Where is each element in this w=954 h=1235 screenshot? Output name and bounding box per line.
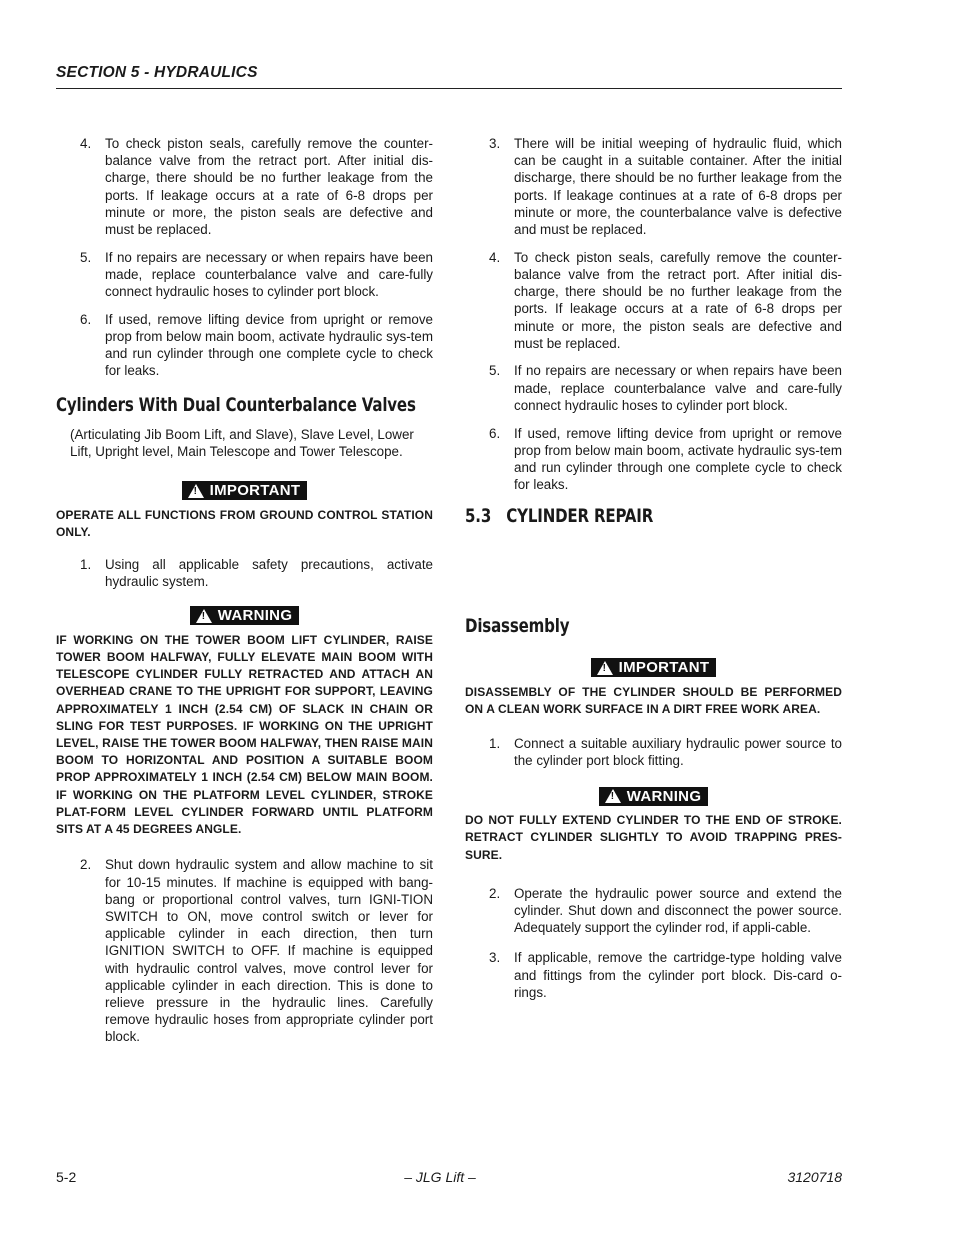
- list-item: 1. Connect a suitable auxiliary hydraulic power source to the cylinder port block fitting.: [489, 736, 842, 769]
- dual-counterbalance-intro: (Articulating Jib Boom Lift, and Slave), Slave Level, Lower Lift, Upright level, Main Telescope and Tower Telescope.: [70, 426, 414, 459]
- footer-page-number: 5-2: [56, 1169, 77, 1185]
- right-column: [465, 135, 842, 1012]
- warning-text: DO NOT FULLY EXTEND CYLINDER TO THE END OF STROKE. RETRACT CYLINDER SLIGHTLY TO AVOID TRAPPING PRES-SURE.: [465, 813, 842, 862]
- disassembly-heading: Disassembly: [465, 615, 570, 638]
- important-badge-wrap: [56, 481, 433, 503]
- important-text: DISASSEMBLY OF THE CYLINDER SHOULD BE PERFORMED ON A CLEAN WORK SURFACE IN A DIRT FREE WORK AREA.: [465, 684, 842, 717]
- right-steps-bottom: [465, 885, 842, 1001]
- list-item: 6. If used, remove lifting device from upright or remove prop from below main boom, activate hydraulic sys-tem and run cylinder through one complete cycle to check for leaks.: [80, 311, 433, 379]
- right-steps-top: [465, 135, 842, 493]
- footer-center: – JLG Lift –: [404, 1169, 476, 1185]
- list-item: 1. Using all applicable safety precautions, activate hydraulic system.: [80, 556, 433, 590]
- list-item: 2. Operate the hydraulic power source and extend the cylinder. Shut down and disconnect the power source. Adequately support the cylinder rod, if appli-cable.: [489, 885, 842, 936]
- cylinder-repair-heading: 5.3 CYLINDER REPAIR: [465, 505, 654, 528]
- list-item: 2. Shut down hydraulic system and allow machine to sit for 10-15 minutes. If machine is equipped with bang-bang or proportional control valves, turn IGNI-TION SWITCH to ON, move control switch or lever for applicable cylinder in each direction, then turn IGNITION SWITCH to OFF. If machine is equipped with hydraulic control valves, move control lever for applicable cylinder in each direction. This is done to relieve pressure in the hydraulic lines. Carefully remove hydraulic hoses from appropriate cylinder port block.: [80, 857, 433, 1045]
- important-text: OPERATE ALL FUNCTIONS FROM GROUND CONTROL STATION ONLY.: [56, 507, 433, 539]
- important-badge: ! IMPORTANT: [591, 658, 717, 677]
- list-item: 3. There will be initial weeping of hydraulic fluid, which can be caught in a suitable container. After the initial discharge, there should be no further leakage from the ports. If leakage continues at a rate of 6-8 drops per minute or more, the counterbalance valve is defective and must be replaced.: [489, 136, 842, 238]
- warning-triangle-icon: [188, 484, 204, 498]
- list-item: 4. To check piston seals, carefully remove the counter-balance valve from the retract port. After initial dis-charge, there should be no further leakage from the ports. If leakage occurs at a rate of 6-8 drops per minute or more, the piston seals are defective and must be replaced.: [489, 249, 842, 351]
- important-badge: ! IMPORTANT: [182, 481, 308, 500]
- warning-triangle-icon: [196, 609, 212, 623]
- warning-badge-wrap: [465, 787, 842, 809]
- list-item: 6. If used, remove lifting device from upright or remove prop from below main boom, activate hydraulic sys-tem and run cylinder through one complete cycle to check for leaks.: [489, 425, 842, 493]
- left-steps-top: [56, 135, 433, 380]
- warning-badge-wrap: [56, 606, 433, 628]
- list-item: 4. To check piston seals, carefully remove the counter-balance valve from the retract port. After initial dis-charge, there should be no further leakage from the ports. If leakage occurs at a rate of 6-8 drops per minute or more, the piston seals are defective and must be replaced.: [80, 136, 433, 238]
- warning-badge: ! WARNING: [599, 787, 709, 806]
- section-header: SECTION 5 - HYDRAULICS: [56, 64, 842, 89]
- warning-triangle-icon: [597, 661, 613, 675]
- list-item: 5. If no repairs are necessary or when repairs have been made, replace counterbalance valve and care-fully connect hydraulic hoses to cylinder port block.: [80, 249, 433, 300]
- warning-triangle-icon: [605, 789, 621, 803]
- left-column: [56, 135, 433, 1056]
- dual-counterbalance-heading: Cylinders With Dual Counterbalance Valves: [56, 393, 416, 416]
- important-badge-wrap: [465, 658, 842, 680]
- warning-badge: ! WARNING: [190, 606, 300, 625]
- footer-doc-number: 3120718: [787, 1169, 842, 1185]
- list-item: 3. If applicable, remove the cartridge-type holding valve and fittings from the cylinder port block. Dis-card o-rings.: [489, 950, 842, 1000]
- list-item: 5. If no repairs are necessary or when repairs have been made, replace counterbalance valve and care-fully connect hydraulic hoses to cylinder port block.: [489, 363, 842, 413]
- warning-text: IF WORKING ON THE TOWER BOOM LIFT CYLINDER, RAISE TOWER BOOM HALFWAY, FULLY ELEVATE MAIN BOOM WITH TELESCOPE CYLINDER FULLY RETRACTED AND ATTACH AN OVERHEAD CRANE TO THE UPRIGHT FOR SUPPORT, LEAVING APPROXIMATELY 1 INCH (2.54 CM) OF SLACK IN CHAIN OR SLING FOR TEST PURPOSES. IF WORKING ON THE UPRIGHT LEVEL, RAISE THE TOWER BOOM HALFWAY, THEN RAISE MAIN BOOM TO HORIZONTAL AND POSITION A SUITABLE BOOM PROP APPROXIMATELY 1 INCH (2.54 CM) BELOW MAIN BOOM. IF WORKING ON THE PLATFORM LEVEL CYLINDER, STROKE PLAT-FORM LEVEL CYLINDER FORWARD UNTIL PLATFORM SITS AT A 45 DEGREES ANGLE.: [56, 632, 433, 837]
